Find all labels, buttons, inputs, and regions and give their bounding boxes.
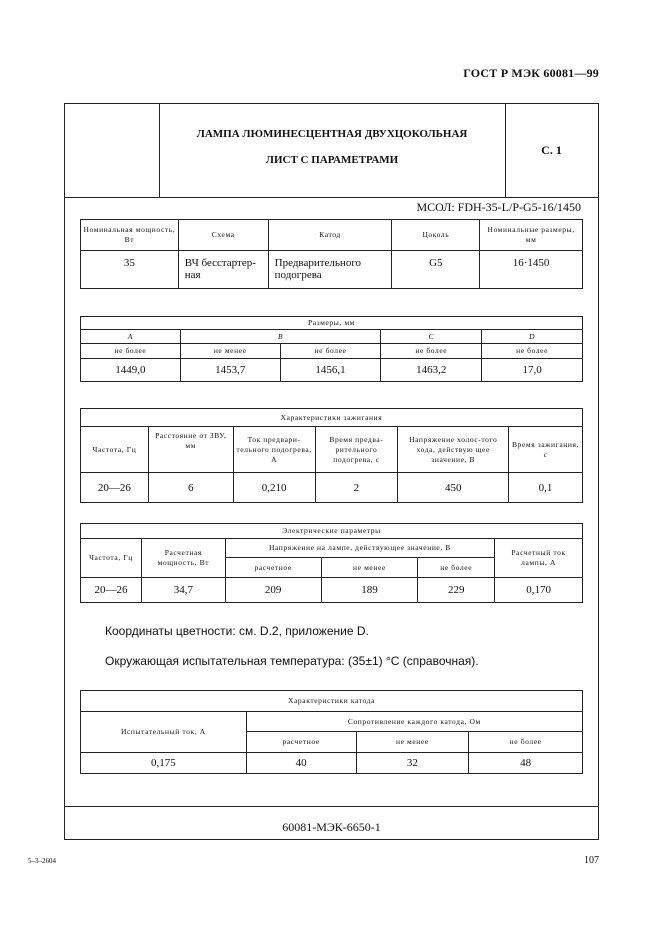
table-header: Номинальные размеры, мм bbox=[480, 220, 583, 251]
table-cell: 0,170 bbox=[495, 578, 583, 603]
document-number: 60081-МЭК-6650-1 bbox=[282, 820, 381, 834]
limit-label: не более bbox=[280, 344, 381, 359]
table-header: Испытательный ток, А bbox=[81, 712, 247, 753]
table-cell: 16·1450 bbox=[480, 251, 583, 289]
title-block bbox=[65, 104, 598, 198]
table-cell: 34,7 bbox=[141, 578, 225, 603]
table-cell: 189 bbox=[321, 578, 418, 603]
dimension-letter: D bbox=[482, 330, 583, 344]
table-title: Электрические параметры bbox=[81, 524, 583, 539]
table-cell: 0,1 bbox=[509, 473, 583, 503]
table-cell: 1463,2 bbox=[381, 359, 482, 382]
table-header: Напряжение холос-того хода, действую щее значение, В bbox=[398, 427, 509, 473]
limit-label: не более bbox=[381, 344, 482, 359]
footer-divider bbox=[64, 806, 599, 807]
table-cell: 2 bbox=[315, 473, 398, 503]
table-cathode bbox=[80, 690, 583, 774]
print-mark: 5–3–2604 bbox=[28, 857, 56, 865]
table-cell: 20—26 bbox=[81, 473, 149, 503]
table-cell: 1449,0 bbox=[81, 359, 181, 382]
limit-label: не более bbox=[482, 344, 583, 359]
table-cell: Предварительного подогрева bbox=[268, 251, 392, 289]
table-cell: 450 bbox=[398, 473, 509, 503]
table-header: Частота, Гц bbox=[81, 539, 142, 578]
table-dimensions bbox=[80, 316, 583, 382]
standard-designation: ГОСТ Р МЭК 60081—99 bbox=[463, 66, 599, 80]
table-ignition bbox=[80, 408, 583, 503]
table-cell: ВЧ бесстартер-ная bbox=[178, 251, 268, 289]
sub-header: не менее bbox=[356, 732, 469, 753]
table-cell: G5 bbox=[392, 251, 480, 289]
sub-header: не более bbox=[418, 558, 495, 578]
table-cell: 0,175 bbox=[81, 753, 247, 774]
table-header: Напряжение на лампе, действующее значение, В bbox=[225, 539, 494, 558]
dimension-letter: B bbox=[180, 330, 381, 344]
table-cell: 17,0 bbox=[482, 359, 583, 382]
table-cell: 20—26 bbox=[81, 578, 142, 603]
table-header: Расчетный ток лампы, А bbox=[495, 539, 583, 578]
table-cell: 209 bbox=[225, 578, 321, 603]
table-cell: 48 bbox=[469, 753, 583, 774]
table-general bbox=[80, 219, 583, 289]
ambient-temperature-note: Окружающая испытательная температура: (35±1) °С (справочная). bbox=[105, 654, 479, 668]
table-cell: 32 bbox=[356, 753, 469, 774]
sub-header: не более bbox=[469, 732, 583, 753]
table-cell: 6 bbox=[148, 473, 233, 503]
table-cell: 0,210 bbox=[233, 473, 315, 503]
title-line-2: ЛИСТ С ПАРАМЕТРАМИ bbox=[265, 154, 399, 166]
table-header: Катод bbox=[268, 220, 392, 251]
table-header: Номинальная мощность, Вт bbox=[81, 220, 179, 251]
limit-label: не менее bbox=[180, 344, 280, 359]
table-header: Ток предвари-тельного подогрева, А bbox=[233, 427, 315, 473]
table-header: Расстояние от ЗВУ, мм bbox=[148, 427, 233, 473]
page-number: 107 bbox=[584, 855, 599, 866]
table-header: Сопротивление каждого катода, Ом bbox=[246, 712, 582, 732]
table-header: Частота, Гц bbox=[81, 427, 149, 473]
table-cell: 40 bbox=[246, 753, 356, 774]
title-line-1: ЛАМПА ЛЮМИНЕСЦЕНТНАЯ ДВУХЦОКОЛЬНАЯ bbox=[196, 128, 468, 140]
dimension-letter: C bbox=[381, 330, 482, 344]
table-cell: 229 bbox=[418, 578, 495, 603]
color-coordinates-note: Координаты цветности: см. D.2, приложение D. bbox=[105, 624, 369, 638]
title-block-name bbox=[159, 104, 506, 197]
limit-label: не более bbox=[81, 344, 181, 359]
sub-header: расчетное bbox=[225, 558, 321, 578]
table-title: Характеристики катода bbox=[81, 691, 583, 712]
table-header: Расчетная мощность, Вт bbox=[141, 539, 225, 578]
table-title: Размеры, мм bbox=[81, 317, 583, 330]
table-header: Время предва-рительного подогрева, с bbox=[315, 427, 398, 473]
table-electrical bbox=[80, 523, 583, 603]
sub-header: расчетное bbox=[246, 732, 356, 753]
table-header: Время зажигания, с bbox=[509, 427, 583, 473]
table-header: Цоколь bbox=[392, 220, 480, 251]
table-cell: 35 bbox=[81, 251, 179, 289]
dimension-letter: A bbox=[81, 330, 181, 344]
table-title: Характеристики зажигания bbox=[81, 409, 583, 427]
title-block-blank-cell bbox=[65, 104, 160, 197]
lamp-code: МСОЛ: FDH-35-L/P-G5-16/1450 bbox=[416, 200, 581, 214]
table-cell: 1453,7 bbox=[180, 359, 280, 382]
page-reference: С. 1 bbox=[541, 143, 562, 157]
table-header: Схема bbox=[178, 220, 268, 251]
table-cell: 1456,1 bbox=[280, 359, 381, 382]
sub-header: не менее bbox=[321, 558, 418, 578]
